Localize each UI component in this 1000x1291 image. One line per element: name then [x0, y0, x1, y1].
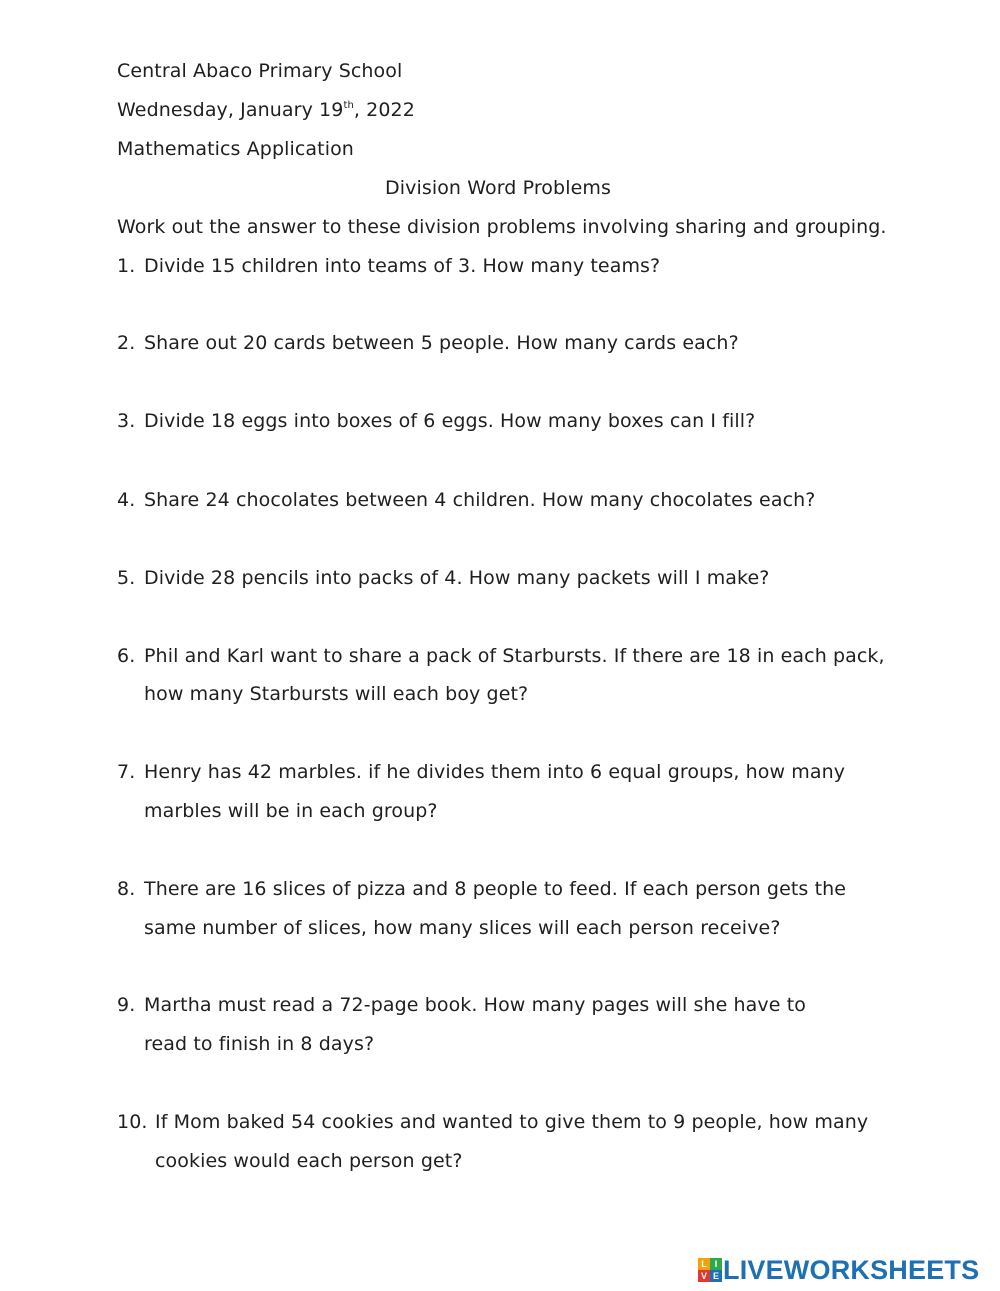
question-6-continued: how many Starbursts will each boy get?: [144, 683, 529, 705]
question-number: 4.: [117, 489, 136, 511]
liveworksheets-logo-icon: [698, 1258, 722, 1282]
school-name: Central Abaco Primary School: [117, 60, 403, 82]
question-3: [117, 409, 755, 433]
question-10-continued: cookies would each person get?: [155, 1150, 463, 1172]
question-5: [117, 566, 769, 590]
logo-letter-v: V: [698, 1270, 710, 1282]
liveworksheets-wordmark: LIVEWORKSHEETS: [723, 1255, 980, 1285]
question-2: [117, 331, 739, 355]
question-text: Divide 18 eggs into boxes of 6 eggs. How many boxes can I fill?: [144, 410, 756, 432]
question-8-continued: same number of slices, how many slices will each person receive?: [144, 917, 781, 939]
instructions: Work out the answer to these division problems involving sharing and grouping.: [117, 216, 887, 238]
question-8: [117, 877, 846, 901]
question-text: If Mom baked 54 cookies and wanted to give them to 9 people, how many: [155, 1111, 869, 1133]
question-7: [117, 760, 845, 784]
question-text: Henry has 42 marbles. if he divides them into 6 equal groups, how many: [144, 761, 846, 783]
worksheet-title: Division Word Problems: [385, 177, 611, 199]
question-number: 10.: [117, 1111, 148, 1133]
date-line: [117, 98, 415, 122]
question-7-continued: marbles will be in each group?: [144, 800, 438, 822]
question-text: Martha must read a 72-page book. How many pages will she have to: [144, 994, 806, 1016]
question-text: There are 16 slices of pizza and 8 people to feed. If each person gets the: [144, 878, 847, 900]
question-number: 7.: [117, 761, 136, 783]
date-text: Wednesday, January 19: [117, 99, 344, 121]
question-text: Divide 15 children into teams of 3. How many teams?: [144, 255, 661, 277]
question-9-continued: read to finish in 8 days?: [144, 1033, 375, 1055]
question-6: [117, 644, 885, 668]
logo-letter-e: E: [710, 1270, 722, 1282]
question-text: Share 24 chocolates between 4 children. How many chocolates each?: [144, 489, 816, 511]
question-number: 9.: [117, 994, 136, 1016]
question-number: 6.: [117, 645, 136, 667]
liveworksheets-logo: [698, 1255, 979, 1285]
question-4: [117, 488, 815, 512]
date-year: , 2022: [353, 99, 415, 121]
question-number: 3.: [117, 410, 136, 432]
question-9: [117, 993, 806, 1017]
question-1: [117, 254, 660, 278]
logo-letter-i: I: [710, 1258, 722, 1270]
question-number: 2.: [117, 332, 136, 354]
subject: Mathematics Application: [117, 138, 354, 160]
logo-letter-l: L: [698, 1258, 710, 1270]
question-text: Divide 28 pencils into packs of 4. How many packets will I make?: [144, 567, 770, 589]
question-number: 8.: [117, 878, 136, 900]
date-ordinal-suffix: th: [343, 100, 354, 111]
question-number: 1.: [117, 255, 136, 277]
question-text: Share out 20 cards between 5 people. How many cards each?: [144, 332, 739, 354]
question-number: 5.: [117, 567, 136, 589]
question-text: Phil and Karl want to share a pack of Starbursts. If there are 18 in each pack,: [144, 645, 885, 667]
question-10: [117, 1110, 868, 1134]
